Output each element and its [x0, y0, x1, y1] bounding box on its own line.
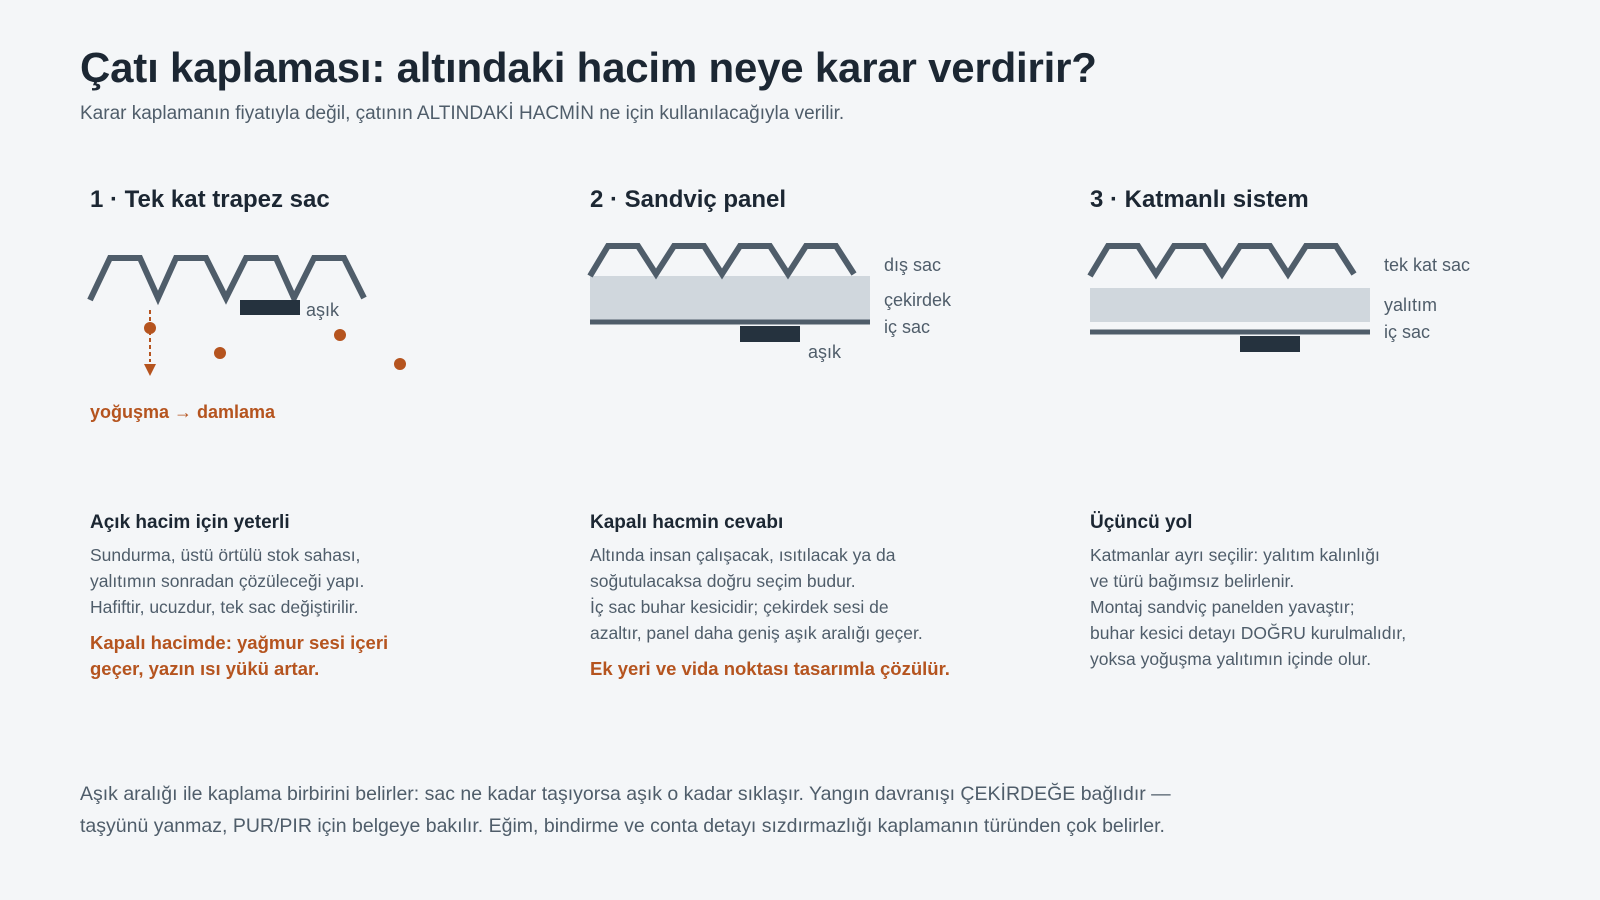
water-drop [144, 322, 156, 334]
footer-line: Aşık aralığı ile kaplama birbirini belirler: sac ne kadar taşıyorsa aşık o kadar sıklaşır. Yangın davranışı ÇEKİRDEĞE bağlıdır — [80, 783, 1171, 805]
description-heading: Kapalı hacmin cevabı [590, 512, 784, 533]
option-single-sheet [90, 186, 550, 214]
option-description [1090, 512, 1530, 672]
condensation-label: yoğuşma → damlama [90, 402, 276, 422]
description-line: Altında insan çalışacak, ısıtılacak ya da [590, 545, 896, 565]
option-title: 3 · Katmanlı sistem [1090, 186, 1309, 213]
insulation-layer [1090, 288, 1370, 322]
warning-line: Kapalı hacimde: yağmur sesi içeri [90, 632, 389, 653]
description-line: buhar kesici detayı DOĞRU kurulmalıdır, [1090, 623, 1407, 643]
sandwich-panel-diagram [580, 232, 1000, 372]
single-sheet-diagram [80, 240, 480, 440]
purlin [740, 326, 800, 342]
description-line: Montaj sandviç panelden yavaştır; [1090, 597, 1355, 617]
warning-text [590, 656, 1030, 682]
water-drop [394, 358, 406, 370]
option-title: 2 · Sandviç panel [590, 186, 787, 213]
footer-note [80, 778, 1380, 842]
outer-sheet [590, 246, 854, 276]
warning-line: Ek yeri ve vida noktası tasarımla çözülür. [590, 658, 950, 679]
drip-arrow-head [144, 364, 156, 376]
option-description [90, 512, 530, 682]
description-line: Sundurma, üstü örtülü stok sahası, [90, 545, 361, 565]
water-drop [334, 329, 346, 341]
inner-sheet-label: iç sac [884, 317, 931, 337]
insulation-label: yalıtım [1384, 295, 1438, 315]
panel-core [590, 276, 870, 320]
description-line: soğutulacaksa doğru seçim budur. [590, 571, 856, 591]
page-title: Çatı kaplaması: altındaki hacim neye karar verdirir? [80, 44, 1097, 91]
inner-sheet-label: iç sac [1384, 322, 1431, 342]
purlin [1240, 336, 1300, 352]
option-description [590, 512, 1030, 682]
description-line: yalıtımın sonradan çözüleceği yapı. [90, 571, 365, 591]
description-line: İç sac buhar kesicidir; çekirdek sesi de [590, 597, 889, 617]
page-subtitle: Karar kaplamanın fiyatıyla değil, çatının ALTINDAKİ HACMİN ne için kullanılacağıyla verilir. [80, 103, 845, 124]
description-heading: Üçüncü yol [1090, 512, 1193, 533]
outer-sheet [1090, 246, 1354, 276]
description-line: yoksa yoğuşma yalıtımın içinde olur. [1090, 649, 1372, 669]
option-layered-system [1090, 186, 1550, 214]
outer-sheet-label: dış sac [884, 255, 942, 275]
water-drop [214, 347, 226, 359]
purlin-label: aşık [306, 300, 340, 320]
warning-line: geçer, yazın ısı yükü artar. [90, 658, 320, 679]
layered-system-diagram [1080, 232, 1500, 372]
footer-line: taşyünü yanmaz, PUR/PIR için belgeye bakılır. Eğim, bindirme ve conta detayı sızdırmazlığı kaplamanın türünden çok belirler. [80, 815, 1165, 837]
description-heading: Açık hacim için yeterli [90, 512, 290, 533]
trapezoid-sheet [90, 258, 364, 300]
purlin-label: aşık [808, 342, 842, 362]
description-line: Hafiftir, ucuzdur, tek sac değiştirilir. [90, 597, 359, 617]
outer-sheet-label: tek kat sac [1384, 255, 1471, 275]
purlin [240, 300, 300, 315]
description-line: ve türü bağımsız belirlenir. [1090, 571, 1295, 591]
option-title: 1 · Tek kat trapez sac [90, 186, 330, 213]
description-line: Katmanlar ayrı seçilir: yalıtım kalınlığı [1090, 545, 1380, 565]
warning-text [90, 630, 530, 682]
option-sandwich-panel [590, 186, 1050, 214]
core-label: çekirdek [884, 290, 952, 310]
description-line: azaltır, panel daha geniş aşık aralığı geçer. [590, 623, 923, 643]
